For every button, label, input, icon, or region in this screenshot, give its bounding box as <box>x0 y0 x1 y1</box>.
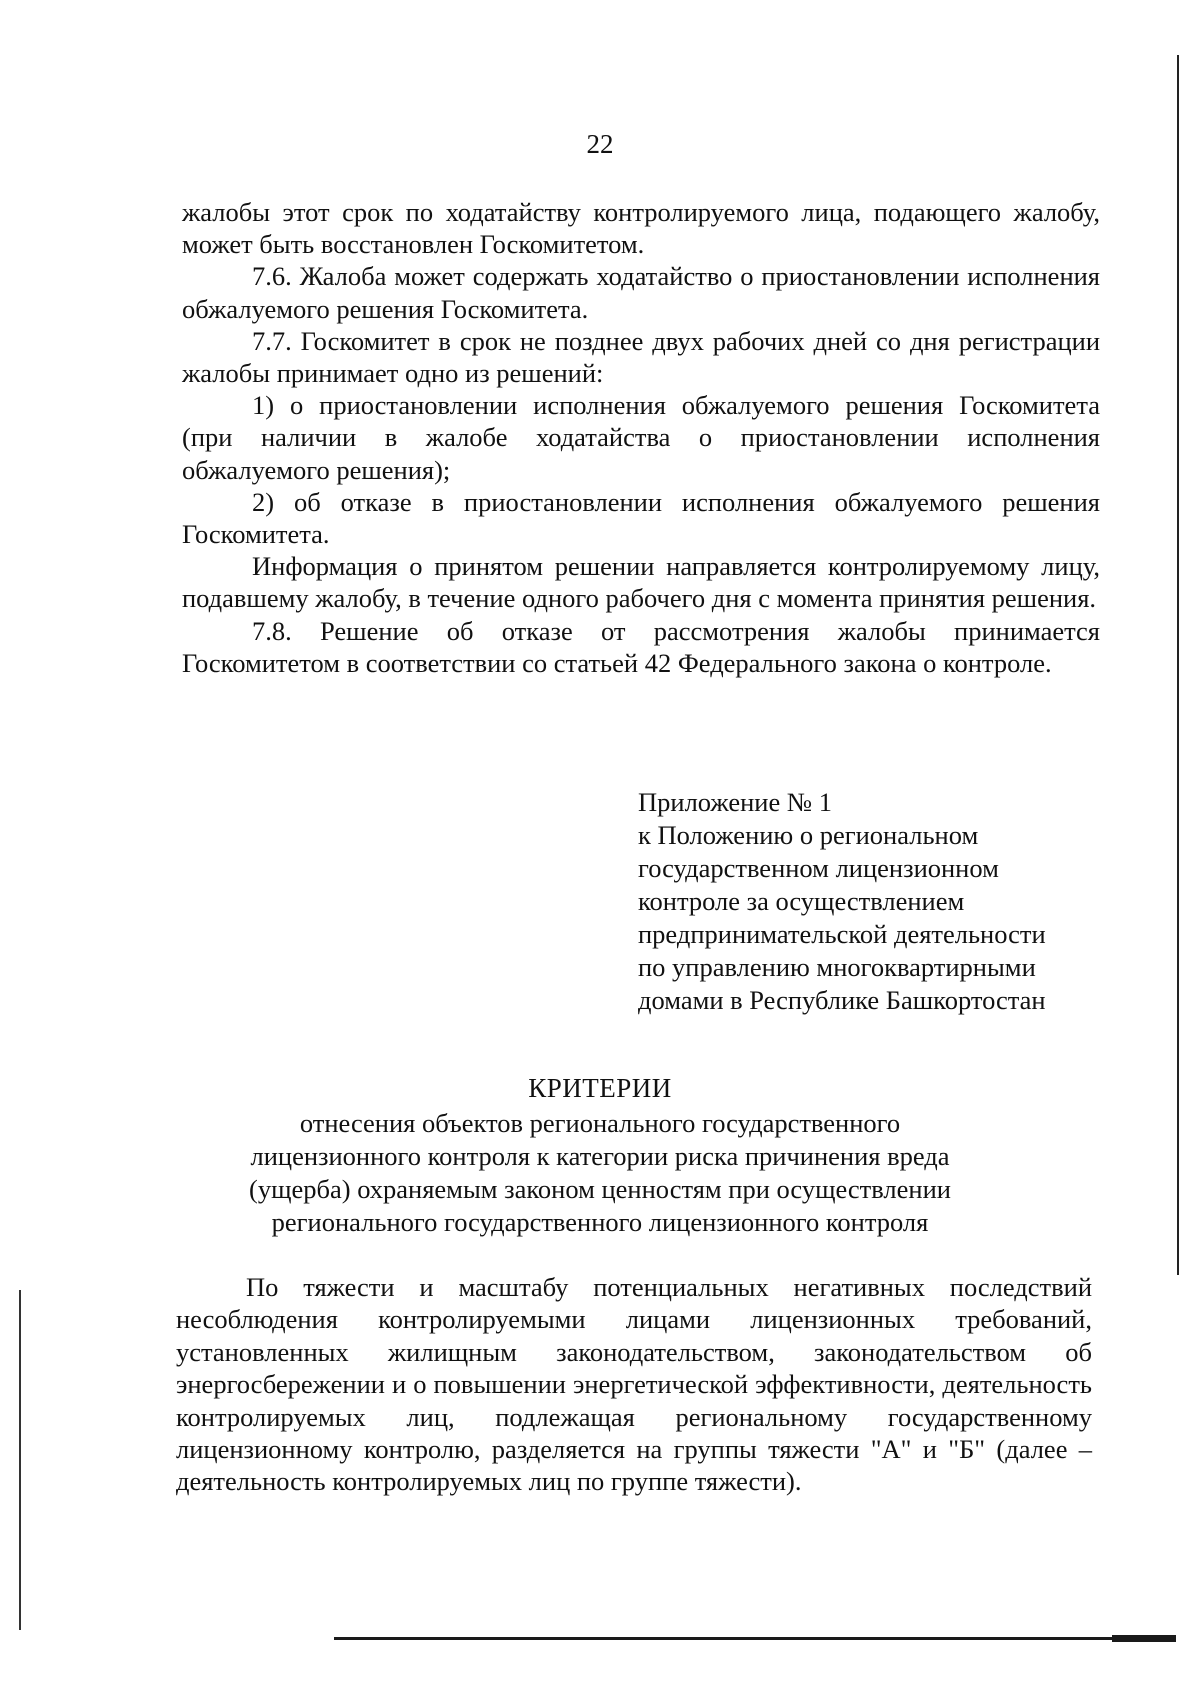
criteria-subtitle-line: регионального государственного лицензионного контроля <box>271 1207 929 1237</box>
appendix-line: Приложение № 1 <box>638 787 833 817</box>
document-body <box>182 196 1100 679</box>
paragraph-7-7-item-2: 2) об отказе в приостановлении исполнения обжалуемого решения Госкомитета. <box>182 486 1100 550</box>
criteria-subtitle-line: отнесения объектов регионального государственного <box>299 1108 901 1138</box>
paragraph-7-7-item-1: 1) о приостановлении исполнения обжалуемого решения Госкомитета (при наличии в жалобе ходатайства о приостановлении исполнения обжалуемого решения); <box>182 390 1100 485</box>
appendix-line: к Положению о региональном <box>638 820 979 850</box>
criteria-title: КРИТЕРИИ <box>528 1073 672 1103</box>
criteria-subtitle-line: (ущерба) охраняемым законом ценностям при осуществлении <box>249 1174 951 1204</box>
paragraph-information: Информация о принятом решении направляется контролируемому лицу, подавшему жалобу, в течение одного рабочего дня с момента принятия решения. <box>182 551 1100 614</box>
criteria-body <box>176 1271 1092 1498</box>
criteria-paragraph: По тяжести и масштабу потенциальных негативных последствий несоблюдения контролируемыми лицами лицензионных требований, установленных жилищным законодательством, законодательством об энергосбережении и о повышении энергетической эффективности, деятельность контролируемых лиц, подлежащая региональному государственному лицензионному контролю, разделяется на группы тяжести "А" и "Б" (далее – деятельность контролируемых лиц по группе тяжести). <box>176 1272 1092 1497</box>
criteria-subtitle-line: лицензионного контроля к категории риска причинения вреда <box>250 1141 950 1171</box>
footer-rule <box>334 1637 1176 1640</box>
criteria-subtitle <box>0 1107 1200 1239</box>
paragraph-7-8: 7.8. Решение об отказе от рассмотрения жалобы принимается Госкомитетом в соответствии со статьей 42 Федерального закона о контроле. <box>182 615 1100 678</box>
appendix-line: государственном лицензионном <box>638 853 999 883</box>
footer-rule-end <box>1112 1635 1176 1642</box>
appendix-line: домами в Республике Башкортостан <box>638 985 1046 1015</box>
paragraph-continuation: жалобы этот срок по ходатайству контролируемого лица, подающего жалобу, может быть восстановлен Госкомитетом. <box>182 197 1100 260</box>
paragraph-7-6: 7.6. Жалоба может содержать ходатайство о приостановлении исполнения обжалуемого решения Госкомитета. <box>182 261 1100 324</box>
page-number: 22 <box>586 129 614 159</box>
scan-edge-line-left <box>19 1290 21 1630</box>
appendix-header <box>638 786 1046 1017</box>
appendix-line: предпринимательской деятельности <box>638 919 1046 949</box>
appendix-line: по управлению многоквартирными <box>638 952 1036 982</box>
paragraph-7-7: 7.7. Госкомитет в срок не позднее двух рабочих дней со дня регистрации жалобы принимает одно из решений: <box>182 325 1100 389</box>
appendix-line: контроле за осуществлением <box>638 886 965 916</box>
